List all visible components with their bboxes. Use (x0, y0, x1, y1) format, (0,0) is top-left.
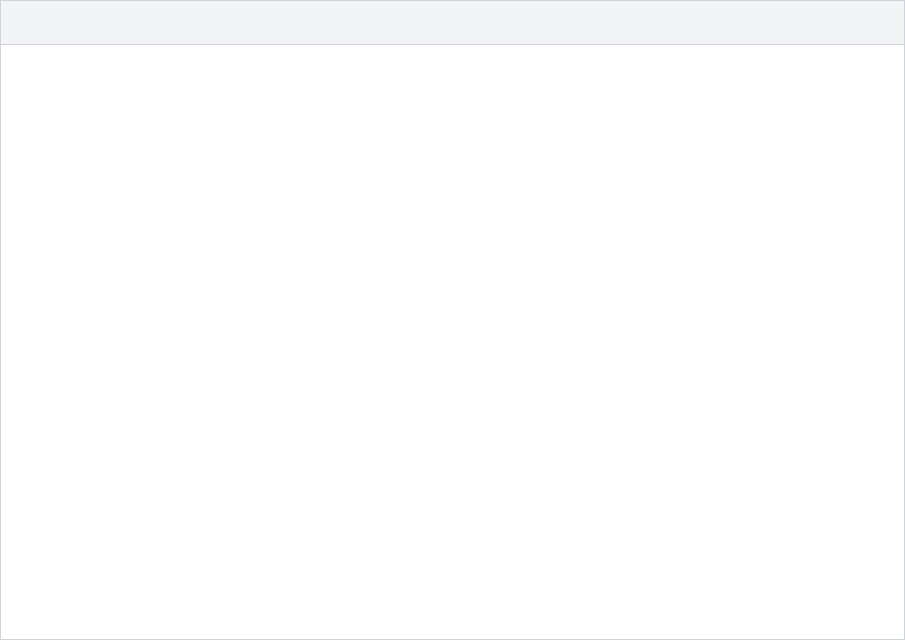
content-area (1, 45, 904, 639)
header (1, 1, 904, 45)
